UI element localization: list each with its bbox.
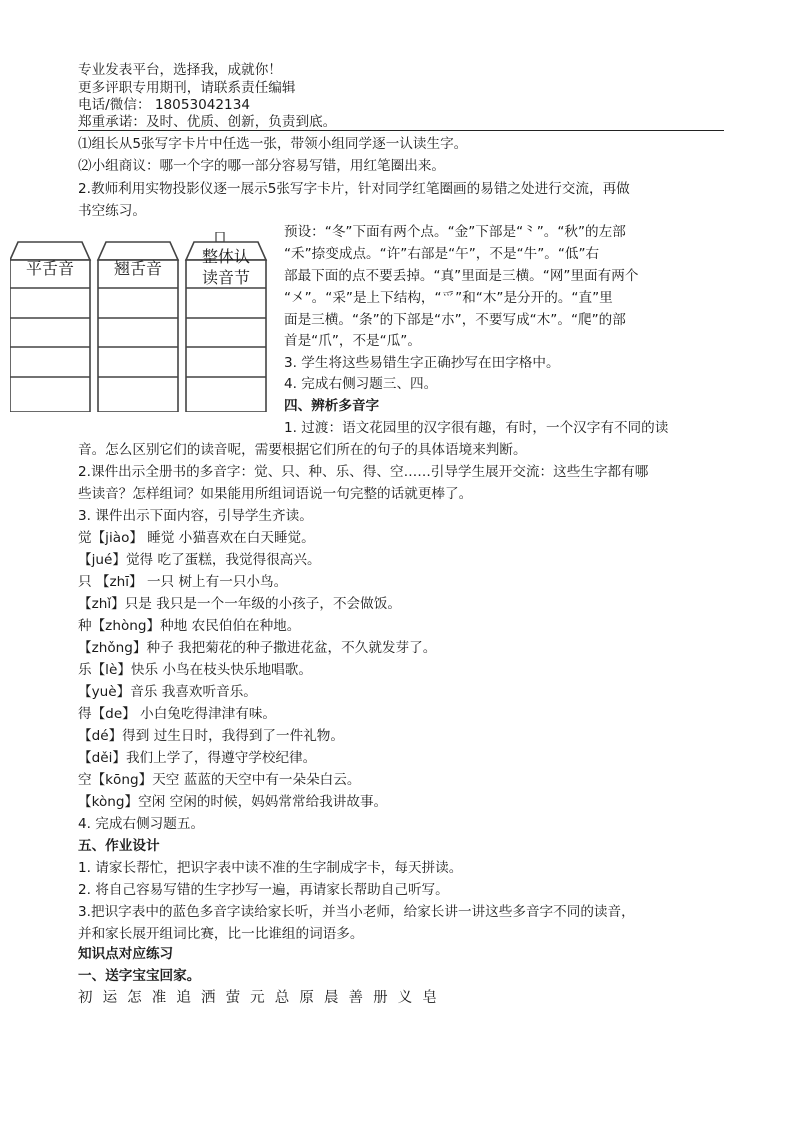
house-label-pingshe: 平舌音 <box>25 259 75 278</box>
example-line: 只 【zhī】 一只 树上有一只小鸟。 <box>78 574 288 590</box>
example-line: 【dé】得到 过生日时，我得到了一件礼物。 <box>78 728 344 744</box>
house-qiaoshe <box>98 242 178 412</box>
example-line: 【zhǐ】只是 我只是一个一年级的小孩子，不会做饭。 <box>78 596 401 612</box>
paragraph-line: 些读音？怎样组词？如果能用所组词语说一句完整的话就更棒了。 <box>78 486 473 502</box>
example-line: 空【kōng】天空 蓝蓝的天空中有一朵朵白云。 <box>78 772 361 788</box>
paragraph-line: 3. 课件出示下面内容，引导学生齐读。 <box>78 508 313 524</box>
house-label-zhengti-2: 读音节 <box>201 268 251 287</box>
paragraph-line: 部最下面的点不要丢掉。“真”里面是三横。“网”里面有两个 <box>284 268 639 284</box>
section-heading: 知识点对应练习 <box>78 946 174 962</box>
exercise-character: 总 <box>274 990 290 1006</box>
house-zhengti <box>186 232 266 412</box>
example-line: 乐【lè】快乐 小鸟在枝头快乐地唱歌。 <box>78 662 312 678</box>
homework-line: 3.把识字表中的蓝色多音字读给家长听，并当小老师，给家长讲一讲这些多音字不同的读音， <box>78 904 635 920</box>
paragraph-line: 4. 完成右侧习题三、四。 <box>284 376 438 392</box>
header-divider <box>78 130 724 131</box>
example-line: 【zhǒng】种子 我把菊花的种子撒进花盆，不久就发芽了。 <box>78 640 437 656</box>
header-line-2: 更多评职专用期刊，请联系责任编辑 <box>78 80 296 96</box>
header-line-1: 专业发表平台，选择我，成就你！ <box>78 62 282 78</box>
paragraph-line: 音。怎么区别它们的读音呢，需要根据它们所在的句子的具体语境来判断。 <box>78 442 527 458</box>
house-sorting-diagram <box>10 232 268 412</box>
exercise-character: 晨 <box>323 990 339 1006</box>
homework-line: 并和家长展开组词比赛，比一比谁组的词语多。 <box>78 926 364 942</box>
paragraph-line: 面是三横。“条”的下部是“朩”，不要写成“木”。“爬”的部 <box>284 312 626 328</box>
paragraph-line: 2.课件出示全册书的多音字：觉、只、种、乐、得、空……引导学生展开交流：这些生字都有哪 <box>78 464 649 480</box>
paragraph-line: 预设：“冬”下面有两个点。“金”下部是“⺀”。“秋”的左部 <box>284 224 626 240</box>
example-line: 【yuè】音乐 我喜欢听音乐。 <box>78 684 257 700</box>
exercise-character: 册 <box>373 990 388 1006</box>
exercise-character: 原 <box>299 990 314 1006</box>
section-heading: 四、辨析多音字 <box>284 398 380 414</box>
homework-line: 2. 将自己容易写错的生字抄写一遍，再请家长帮助自己听写。 <box>78 882 449 898</box>
exercise-character: 准 <box>151 990 167 1006</box>
exercise-character-row <box>78 988 447 1008</box>
paragraph-line: ⑵小组商议：哪一个字的哪一部分容易写错，用红笔圈出来。 <box>78 158 446 174</box>
exercise-character: 皂 <box>422 990 437 1006</box>
exercise-character: 萤 <box>225 990 241 1006</box>
example-line: 得【de】 小白兔吃得津津有味。 <box>78 706 277 722</box>
exercise-character: 初 <box>78 990 93 1006</box>
house-label-zhengti-1: 整体认 <box>201 247 251 266</box>
exercise-character: 运 <box>102 990 118 1006</box>
paragraph-line: 首是“爪”，不是“瓜”。 <box>284 333 421 349</box>
house-label-qiaoshe: 翘舌音 <box>113 259 163 278</box>
section-heading: 五、作业设计 <box>78 838 160 854</box>
paragraph-line: 2.教师利用实物投影仪逐一展示5张写字卡片，针对同学红笔圈画的易错之处进行交流，再做 <box>78 181 630 197</box>
paragraph-line: “禾”捺变成点。“许”右部是“午”，不是“牛”。“低”右 <box>284 246 600 262</box>
paragraph-line: 4. 完成右侧习题五。 <box>78 816 205 832</box>
header-line-3: 电话/微信： 18053042134 <box>78 97 251 113</box>
paragraph-line: “㐅”。“采”是上下结构，“爫”和“木”是分开的。“直”里 <box>284 290 613 306</box>
exercise-character: 义 <box>397 990 413 1006</box>
section-heading: 一、送字宝宝回家。 <box>78 968 201 984</box>
exercise-character: 追 <box>176 990 191 1006</box>
exercise-character: 怎 <box>127 990 142 1006</box>
example-line: 觉【jiào】 睡觉 小猫喜欢在白天睡觉。 <box>78 530 315 546</box>
header-line-4: 郑重承诺：及时、优质、创新，负责到底。 <box>78 114 337 130</box>
example-line: 【jué】觉得 吃了蛋糕，我觉得很高兴。 <box>78 552 321 568</box>
exercise-character: 洒 <box>200 990 216 1006</box>
paragraph-line: ⑴组长从5张写字卡片中任选一张，带领小组同学逐一认读生字。 <box>78 136 468 152</box>
example-line: 【děi】我们上学了，得遵守学校纪律。 <box>78 750 317 766</box>
homework-line: 1. 请家长帮忙，把识字表中读不准的生字制成字卡，每天拼读。 <box>78 860 463 876</box>
exercise-character: 善 <box>348 990 364 1006</box>
exercise-character: 元 <box>250 990 265 1006</box>
paragraph-line: 3. 学生将这些易错生字正确抄写在田字格中。 <box>284 355 560 371</box>
house-pingshe <box>10 242 90 412</box>
example-line: 【kòng】空闲 空闲的时候，妈妈常常给我讲故事。 <box>78 794 388 810</box>
example-line: 种【zhòng】种地 农民伯伯在种地。 <box>78 618 301 634</box>
paragraph-line: 1. 过渡：语文花园里的汉字很有趣，有时，一个汉字有不同的读 <box>284 420 669 436</box>
paragraph-line: 书空练习。 <box>78 203 146 219</box>
